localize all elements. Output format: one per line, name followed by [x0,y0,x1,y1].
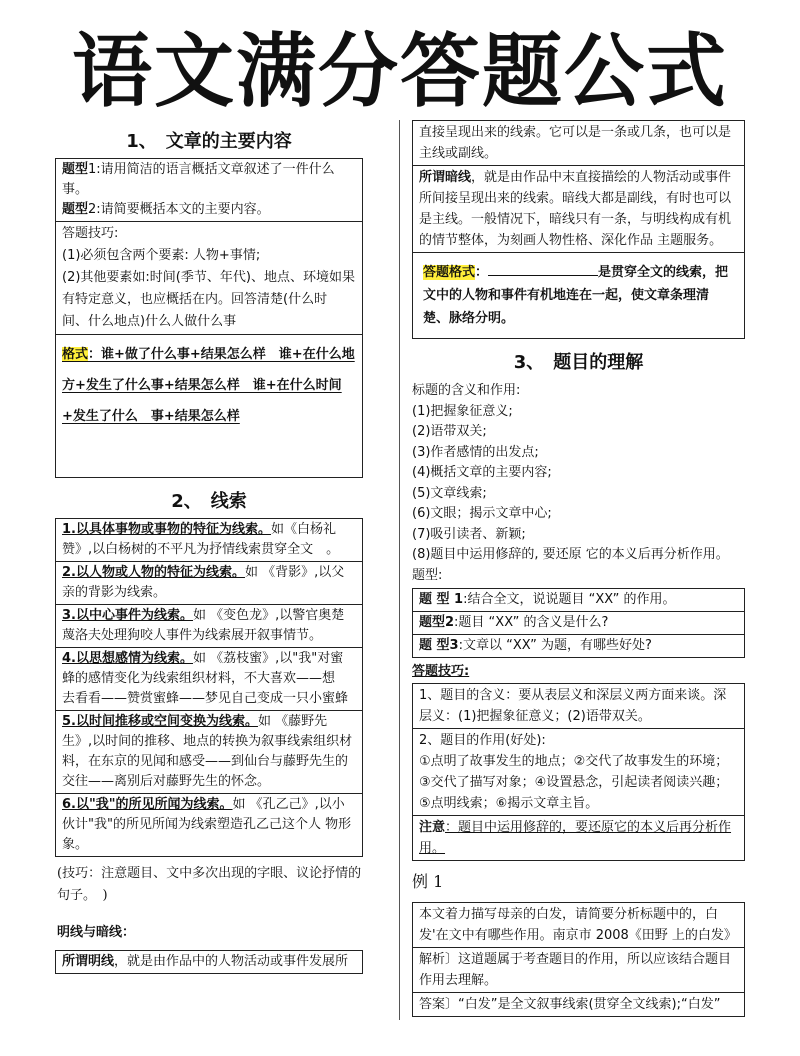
column-divider [399,120,400,1020]
clue-item [56,605,362,648]
clue-text: 如 《藤野先生》,以时间的推移、地点的转换为叙事线索组织材料，在东京的见闻和感受——到仙台与藤野先生的交往——离别后对藤野先生的怀念。 [62,714,353,789]
meaning-line: (3)作者感情的出发点; [412,444,539,460]
title-type-label: 题 型 1 [419,592,464,607]
note-label: 注意 [419,819,446,835]
clue-text: 如 《荔枝蜜》,以"我"对蜜蜂的感情变化为线索组织材料，不大喜欢——想 去看看——赞赏蜜蜂——梦见自己变成一只小蜜蜂 [62,651,349,706]
skill-function-heading: 2、题目的作用(好处): [419,732,546,748]
title-type-text: :结合全文，说说题目 “XX” 的作用。 [463,592,676,607]
format-label: 格式 [62,347,89,362]
main-content-box [55,158,363,478]
section1-heading: 1、 文章的主要内容 [126,131,292,152]
clue-lead: 4.以思想感情为线索。 [62,651,193,666]
clue-item [56,519,362,562]
meaning-line: (6)文眼；揭示文章中心; [412,506,552,521]
example-box [412,902,745,1017]
anxian-cell [413,166,744,253]
clue-text: 如 《背影》,以父亲的背影为线索。 [62,565,345,600]
title-type-text: :题目 “XX” 的含义是什么? [454,615,609,630]
title-type-text: :文章以 “XX” 为题，有哪些好处? [458,638,652,653]
title-type-label: 题型2 [419,615,455,630]
example-question: 本文着力描写母亲的白发，请简要分析标题中的，白发'在文中有哪些作用。南京市 2008《田野 上的白发》 [413,903,744,948]
clue-lead: 6.以"我"的所见所闻为线索。 [62,797,233,812]
format-text: ：谁+做了什么事+结果怎么样 谁+在什么地方+发生了什么事+结果怎么样 谁+在什么时间+发生了什么 事+结果怎么样 [62,347,355,424]
clue-text: 如 《孔乙己》,以小伙计"我"的所见所闻为线索塑造孔乙己这个人 物形象。 [62,797,352,852]
section3-heading: 3、 题目的理解 [513,352,644,373]
q1-text: 1:请用简洁的语言概括文章叙述了一件什么事。 [62,162,335,197]
clue-text: 如《白杨礼赞》,以白杨树的不平凡为抒情线索贯穿全文 。 [62,522,340,557]
anxian-label: 所谓暗线 [419,170,472,185]
clue-lead: 1.以具体事物或事物的特征为线索。 [62,522,271,537]
clue-list [55,518,363,857]
clue-item [56,794,362,856]
meaning-line: (7)吸引读者、新颖; [412,526,526,542]
answer-format-label: 答题格式 [423,265,476,280]
example-answer: 答案〕“白发”是全文叙事线索(贯穿全文线索);“白发” [419,996,721,1012]
skills-line: 答题技巧: [62,226,119,241]
example-analysis: 解析〕这道题属于考查题目的作用，所以应该结合题目作用去理解。 [413,948,744,993]
title-type-label: 题 型3 [419,638,459,653]
meaning-line: (1)把握象征意义; [412,403,513,419]
format-cell [56,335,362,477]
left-column [55,120,363,974]
note-cell [413,815,744,860]
clue-item [56,711,362,794]
mingxian-label: 所谓明线 [62,954,115,969]
clue-item [56,648,362,711]
example-label: 例 1 [412,871,444,891]
skill-function-text: ①点明了故事发生的地点；②交代了故事发生的环境；③交代了描写对象；④设置悬念，引起读者阅读兴趣；⑤点明线索；⑥揭示文章主旨。 [419,753,729,811]
note-text: ：题目中运用修辞的，要还原它的本义后再分析作用。 [419,819,732,856]
ming-an-heading: 明线与暗线： [57,925,136,940]
meaning-line: (8)题目中运用修辞的, 要还原 它的本义后再分析作用。 [412,547,729,562]
title-skills-box [412,683,745,861]
clue-text: 如 《变色龙》,以警官奥楚蔑洛夫处理狗咬人事件为线索展开叙事情节。 [62,608,345,643]
skills-line: (2)其他要素如:时间(季节、年代)、地点、环境如果有特定意义，也应概括在内。回答清楚(什么时 间、什么地点)什么人做什么事 [62,270,355,329]
q2-label: 题型 [62,202,89,217]
meaning-line: (4)概括文章的主要内容; [412,465,552,480]
right-column [412,120,745,1017]
title-meaning-list [412,381,745,586]
clue-lead: 2.以人物或人物的特征为线索。 [62,565,245,580]
section2-heading: 2、 线索 [171,491,247,512]
answer-format-text: 是贯穿全文的线索，把文中的人物和事件有机地连在一起，使文章条理清 楚、脉络分明。 [423,265,729,326]
meaning-line: 标题的含义和作用: [412,383,521,398]
skills-line: (1)必须包含两个要素: 人物+事情; [62,248,261,263]
title-type [413,589,744,612]
clue-lead: 3.以中心事件为线索。 [62,608,193,623]
skill-meaning: 1、题目的含义：要从表层义和深层义两方面来谈。深层义：(1)把握象征意义；(2)语带双关。 [413,684,744,729]
mingxian-box [55,950,363,974]
mingxian-continued: 直接呈现出来的线索。它可以是一条或几条，也可以是主线或副线。 [413,121,744,166]
skills-cell [56,222,362,335]
q2-text: 2:请简要概括本文的主要内容。 [88,202,270,217]
answer-format-colon: ： [475,265,489,280]
meaning-line: 题型: [412,567,443,583]
anxian-text: ，就是由作品中末直接描绘的人物活动或事件所间接呈现出来的线索。暗线大都是副线，有时也可以是主线。一般情况下，暗线只有一条，与明线构成有机的情节整体，为刻画人物性格、深化作品 主题服务。 [419,170,732,248]
skill-function [413,729,744,815]
meaning-line: (5)文章线索; [412,485,487,501]
title-type [413,612,744,635]
answer-format-cell [413,253,744,338]
skills-heading: 答题技巧: [412,664,470,679]
q1-label: 题型 [62,162,89,177]
title-types-box [412,588,745,658]
meaning-line: (2)语带双关; [412,424,487,439]
mingxian-cell [56,951,362,973]
title-type [413,635,744,657]
clue-tip: (技巧：注意题目、文中多次出现的字眼、议论抒情的句子。 ) [57,866,362,903]
clue-lead: 5.以时间推移或空间变换为线索。 [62,714,258,729]
question-types-cell [56,159,362,222]
answer-blank [488,261,598,276]
mingxian-text: ，就是由作品中的人物活动或事件发展所 [114,954,349,969]
page-title: 语文满分答题公式 [72,25,728,118]
clue-continued-box [412,120,745,339]
clue-item [56,562,362,605]
